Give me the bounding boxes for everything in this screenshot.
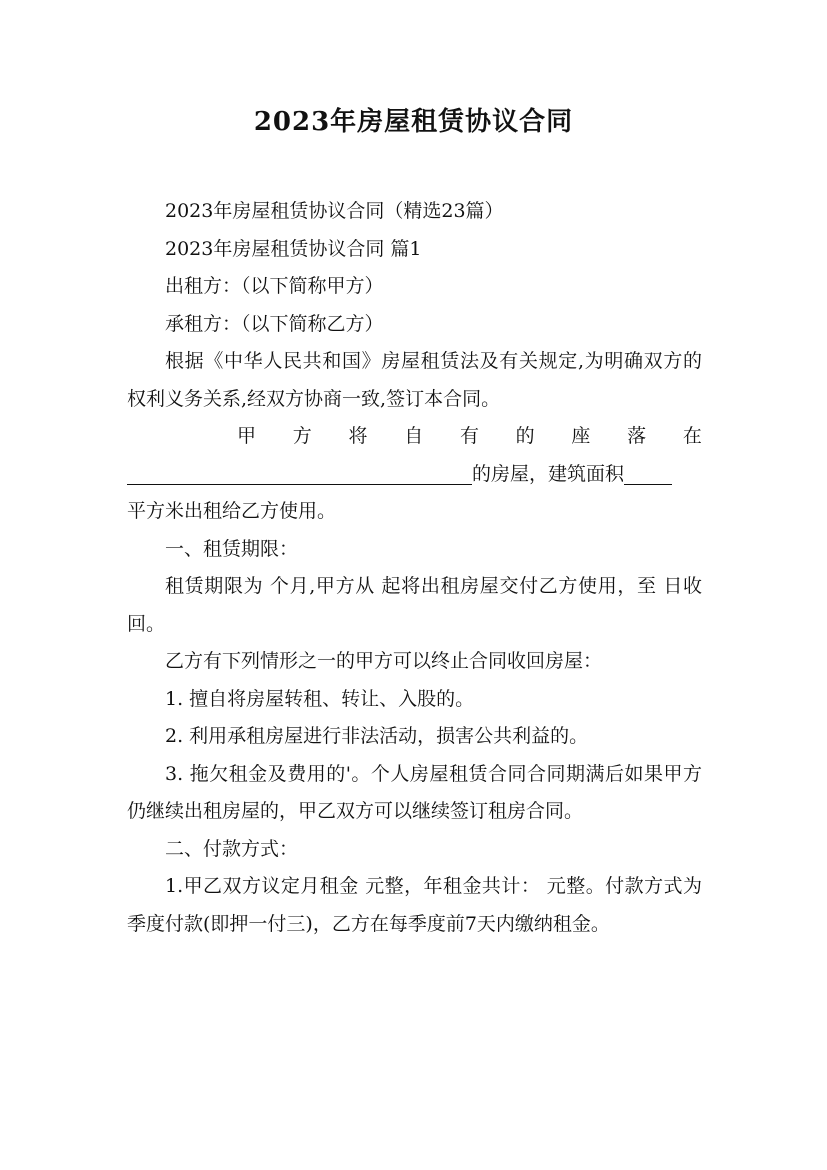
paragraph-payment-heading: 二、付款方式： (165, 837, 299, 860)
property-char-6: 的 (515, 425, 535, 447)
area-blank (624, 459, 672, 485)
property-char-9: 在 (682, 425, 702, 447)
paragraph-lessor: 出租方：（以下简称甲方） (165, 275, 384, 297)
paragraph-section-heading: 2023年房屋租赁协议合同 篇1 (165, 237, 422, 260)
paragraph-term: 租赁期限为 个月,甲方从 起将出租房屋交付乙方使用，至 日收回。 (127, 575, 702, 635)
document-title: 2023年房屋租赁协议合同 (253, 107, 574, 137)
paragraph-property-line-2 (127, 456, 702, 494)
document-body (127, 193, 702, 943)
paragraph-term-heading: 一、租赁期限： (165, 537, 299, 560)
property-char-3: 将 (348, 425, 368, 447)
paragraph-basis: 根据《中华人民共和国》房屋租赁法及有关规定,为明确双方的权利义务关系,经双方协商一致,签订本合同。 (127, 350, 702, 410)
address-blank (127, 459, 472, 485)
paragraph-item-1: 1. 擅自将房屋转租、转让、入股的。 (165, 687, 475, 710)
paragraph-termination: 乙方有下列情形之一的甲方可以终止合同收回房屋： (165, 650, 603, 672)
property-char-2: 方 (292, 425, 312, 447)
paragraph-collection-title: 2023年房屋租赁协议合同（精选23篇） (165, 200, 504, 222)
paragraph-item-2: 2. 利用承租房屋进行非法活动，损害公共利益的。 (165, 725, 589, 747)
property-char-8: 落 (627, 425, 647, 447)
property-char-7: 座 (571, 425, 591, 447)
property-char-4: 自 (404, 425, 424, 447)
paragraph-payment: 1.甲乙双方议定月租金 元整，年租金共计： 元整。付款方式为季度付款(即押一付三)，乙方在每季度前7天内缴纳租金。 (127, 875, 702, 935)
property-mid-text: 的房屋，建筑面积 (472, 462, 625, 485)
paragraph-property-line-3: 平方米出租给乙方使用。 (127, 500, 337, 522)
paragraph-property-line-1 (127, 418, 702, 456)
property-char-1: 甲 (237, 425, 257, 447)
property-char-5: 有 (459, 425, 479, 447)
paragraph-lessee: 承租方：（以下简称乙方） (165, 312, 384, 335)
paragraph-item-3: 3. 拖欠租金及费用的'。个人房屋租赁合同合同期满后如果甲方仍继续出租房屋的，甲乙双方可以继续签订租房合同。 (127, 762, 702, 822)
